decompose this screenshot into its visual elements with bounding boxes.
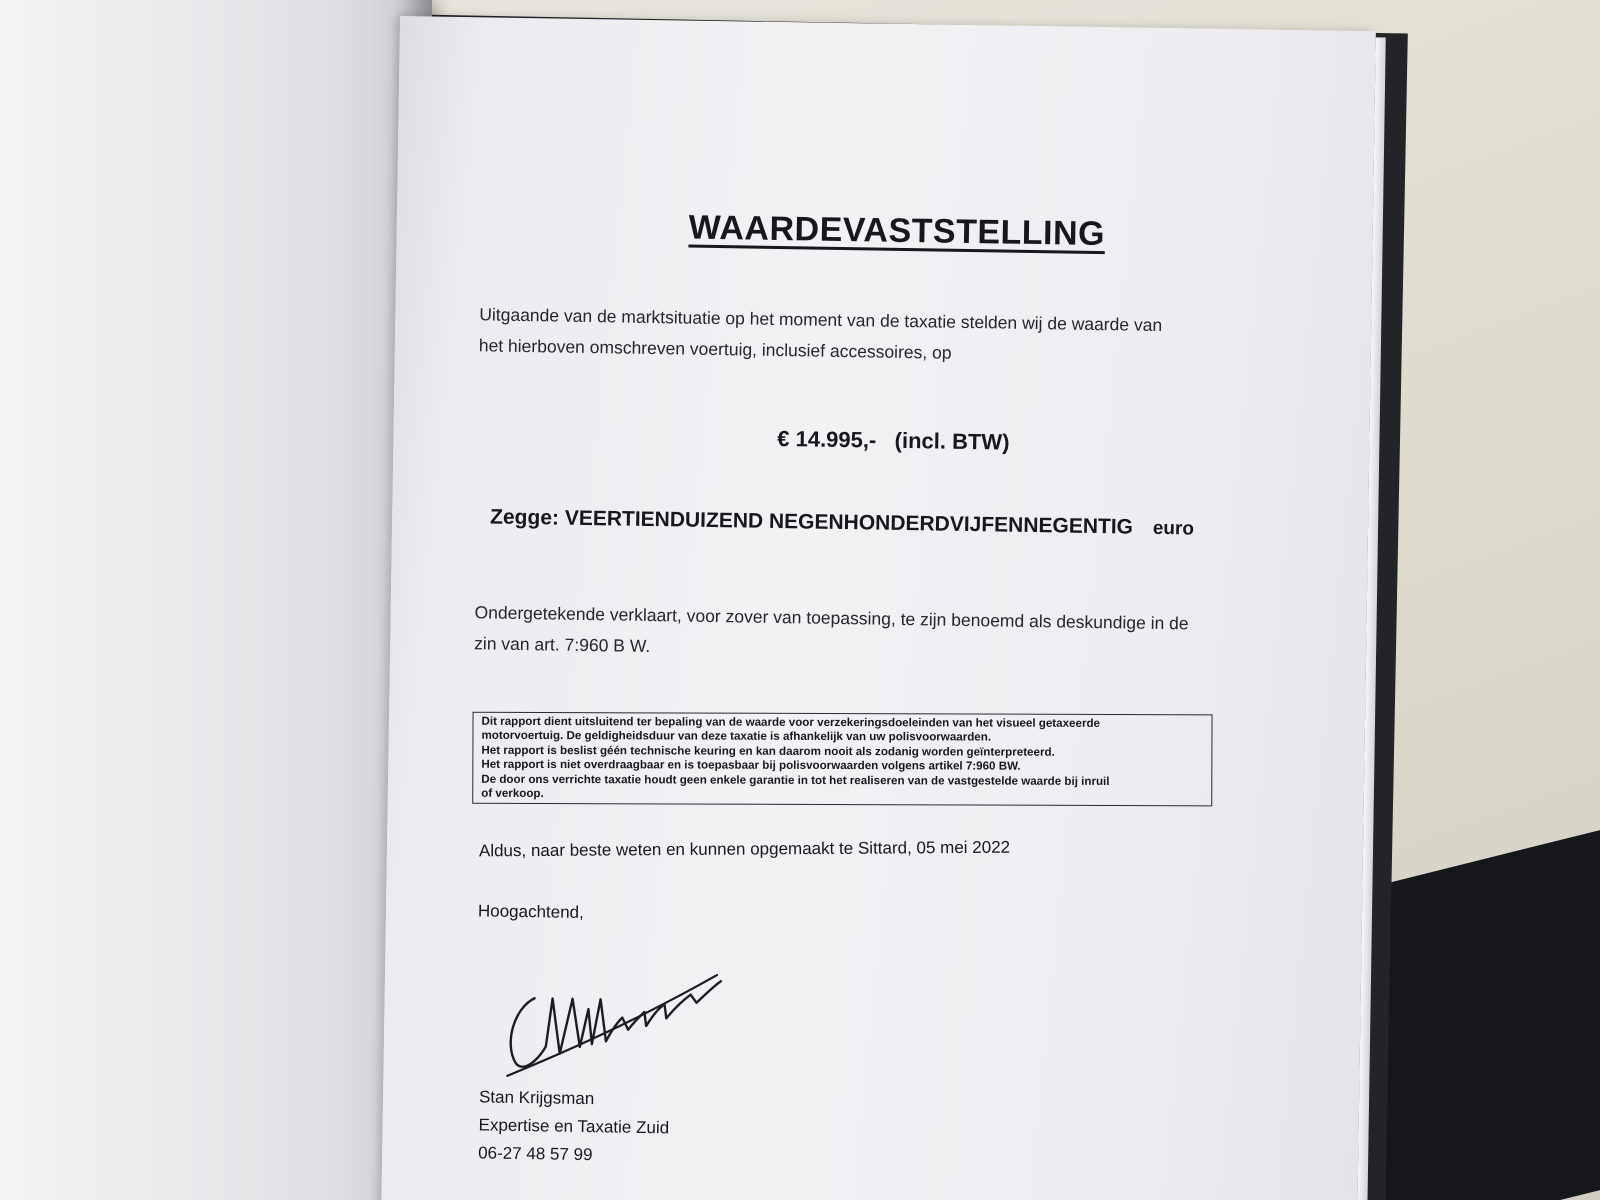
disclaimer-line: De door ons verrichte taxatie houdt geen enkele garantie in tot het realiseren van de vastgestelde waarde bij inruil — [481, 772, 1110, 788]
handwritten-signature — [493, 928, 725, 1082]
intro-line: Uitgaande van de marktsituatie op het moment van de taxatie stelden wij de waarde van — [479, 304, 1163, 336]
closing-statement: Aldus, naar beste weten en kunnen opgemaakt te Sittard, 05 mei 2022 — [478, 837, 1011, 861]
signer-phone: 06-27 48 57 99 — [478, 1143, 593, 1165]
declaration-paragraph — [474, 597, 1215, 671]
left-page — [0, 0, 432, 1200]
disclaimer-line: of verkoop. — [481, 786, 544, 801]
disclaimer-line: Het rapport is niet overdraagbaar en is toepasbaar bij polisvoorwaarden volgens artikel 7:960 BW. — [481, 757, 1021, 773]
disclaimer-line: motorvoertuig. De geldigheidsduur van deze taxatie is afhankelijk van uw polisvoorwaarden. — [481, 729, 992, 744]
disclaimer-line: Dit rapport dient uitsluitend ter bepaling van de waarde voor verzekeringsdoeleinden van het visueel getaxeerde — [481, 714, 1101, 730]
intro-line: het hierboven omschreven voertuig, inclusief accessoires, op — [478, 335, 952, 363]
zegge-label: Zegge: — [489, 505, 560, 530]
signer-name: Stan Krijgsman — [478, 1087, 595, 1109]
amount-in-words — [490, 505, 1250, 541]
zegge-words: VEERTIENDUIZEND NEGENHONDERDVIJFENNEGENTIG — [564, 506, 1134, 539]
disclaimer-line: Het rapport is beslist géén technische keuring en kan daarom nooit als zodanig worden geïnterpreteerd. — [481, 743, 1055, 759]
document-title: WAARDEVASTSTELLING — [688, 208, 1106, 254]
valuation-amount — [693, 425, 1093, 457]
amount-value: € 14.995,- — [777, 425, 877, 453]
declaration-line: Ondergetekende verklaart, voor zover van toepassing, te zijn benoemd als deskundige in de — [474, 602, 1189, 634]
document-page — [381, 16, 1376, 1200]
intro-paragraph — [479, 299, 1220, 373]
greeting: Hoogachtend, — [477, 901, 584, 922]
zegge-currency: euro — [1152, 517, 1195, 540]
disclaimer-box — [472, 712, 1212, 807]
signer-company: Expertise en Taxatie Zuid — [478, 1115, 670, 1138]
amount-vat-note: (incl. BTW) — [894, 427, 1010, 455]
declaration-line: zin van art. 7:960 B W. — [473, 633, 651, 657]
